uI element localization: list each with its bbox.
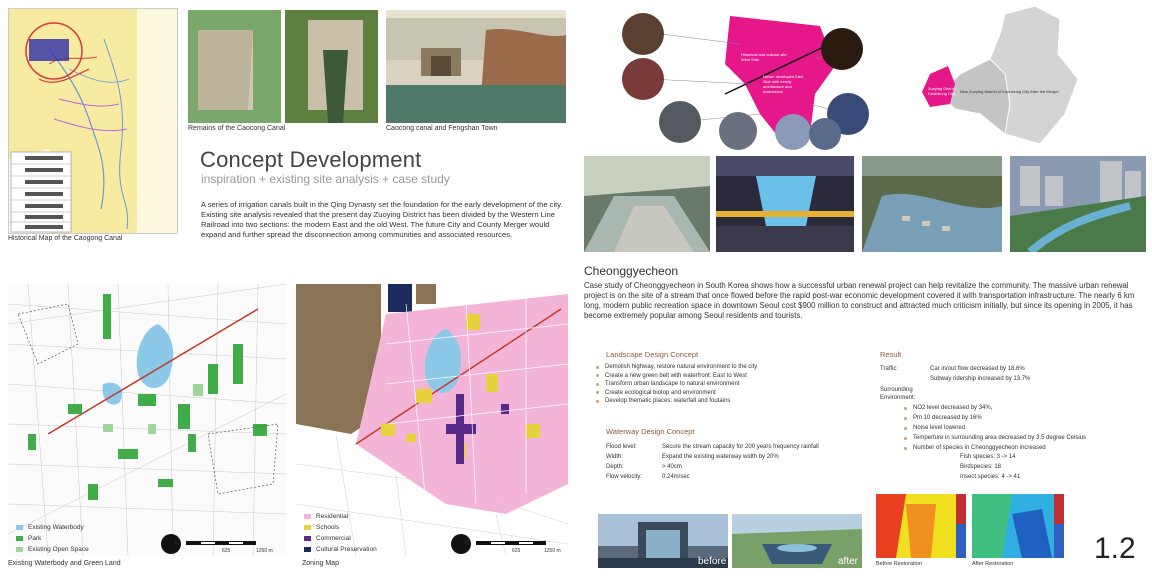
waterway-label: Width:	[606, 454, 624, 460]
legend-zoning-3: Cultural Preservation	[304, 546, 377, 553]
landscape-item: Transform urban landscape to natural environment	[596, 380, 757, 389]
result-title: Result	[880, 350, 902, 359]
env-item: Temperture in surrounding area decreased by 3.5 degree Celsius	[904, 434, 1086, 443]
traffic-value: Subway ridership increased by 13.7%	[930, 376, 1031, 382]
legend-zoning-0: Residential	[304, 513, 348, 520]
before-thermal-caption: Before Restoration	[876, 561, 922, 567]
legend-zoning-2: Commercial	[304, 535, 351, 542]
waterbody-map	[8, 284, 286, 556]
remains-photo	[188, 10, 378, 123]
species-item: Fish species: 3 -> 14	[960, 454, 1016, 460]
waterway-table	[606, 444, 876, 488]
waterway-label: Depth:	[606, 464, 624, 470]
legend-waterbody-0: Existing Waterbody	[16, 524, 84, 531]
scale-bar	[186, 541, 256, 545]
zuoying-label: Zuoying District, Kaohsiung City	[928, 86, 957, 96]
traffic-value: Car in/out flow decreased by 18.6%	[930, 366, 1025, 372]
env-item: Noise level lowered	[904, 424, 965, 433]
cheonggye-photo-3	[862, 156, 1002, 252]
cheonggye-title: Cheonggyecheon	[584, 264, 679, 278]
remains-caption: Remains of the Caocong Canal	[188, 125, 286, 132]
waterbody-caption: Existing Waterbody and Green Land	[8, 560, 121, 567]
concept-subtitle: inspiration + existing site analysis + case study	[201, 172, 450, 186]
env-item: NO2 level decreased by 34%,	[904, 404, 992, 413]
legend-waterbody-1: Park	[16, 535, 41, 542]
zoning-caption: Zoning Map	[302, 560, 339, 567]
concept-body: A series of irrigation canals built in the Qing Dynasty set the foundation for the early development of the city. Existing site analysis revealed that the present day Zuoying District has been divided by the Western Line Railroad into two sections: the modern East and the old West. The future City and County Merger would expand and further spread the disconnection among communities and associated resources.	[201, 200, 563, 239]
historical-map-caption: Historical Map of the Caogong Canal	[8, 235, 123, 242]
fengshan-photo	[386, 10, 566, 123]
north-label: N	[175, 541, 180, 547]
landscape-item: Create a new green belt with waterfront: East to West	[596, 372, 757, 381]
page-number: 1.2	[1094, 532, 1136, 565]
scale-mid-2: 625	[512, 548, 521, 554]
landscape-item: Develop thematic places: waterfall and foutains	[596, 397, 757, 406]
species-item: Insect species: 4 -> 41	[960, 474, 1021, 480]
after-thermal	[972, 494, 1064, 558]
result-table	[880, 366, 1140, 486]
merger-map	[610, 4, 1080, 150]
concept-title: Concept Development	[200, 147, 422, 172]
landscape-item: Demolish highway, restore natural environment to the city	[596, 363, 757, 372]
traffic-label: Traffic:	[880, 366, 899, 372]
waterway-value: 0.24m/sec	[662, 474, 690, 480]
landscape-title: Landscape Design Concept	[606, 350, 699, 359]
cheonggye-photo-4	[1010, 156, 1146, 252]
callout-west: Historical and cultural site West Side	[741, 52, 787, 62]
waterway-label: Flood level:	[606, 444, 637, 450]
after-label: after	[838, 556, 859, 567]
fengshan-caption: Caocong canal and Fengshan Town	[386, 125, 498, 132]
legend-waterbody-2: Existing Open Space	[16, 546, 89, 553]
cheonggye-photo-1	[584, 156, 710, 252]
scale-end: 1250 m	[256, 548, 273, 554]
after-thermal-caption: After Restoration	[972, 561, 1014, 567]
env-item: Number of species in Cheonggyecheon increased	[904, 444, 1046, 453]
waterway-label: Flow velocity:	[606, 474, 643, 480]
north-label-2: N	[465, 541, 470, 547]
species-item: Birdspecies: 18	[960, 464, 1002, 470]
legend-zoning-1: Schools	[304, 524, 339, 531]
historical-map	[8, 8, 178, 234]
waterway-value: > 40cm	[662, 464, 682, 470]
callout-east: Newer developed East Side with trendy architecture and businesses	[763, 74, 804, 94]
landscape-item: Create ecological biotop and environment	[596, 389, 757, 398]
before-thermal	[876, 494, 966, 558]
new-district-label: New Zuoying District of Kaohsiung City After the Merger	[960, 89, 1059, 94]
landscape-list	[596, 363, 757, 406]
waterway-value: Secure the stream capacity for 200 years frequency rainfall	[662, 444, 819, 450]
env-item: Pm 10 decreased by 16%	[904, 414, 982, 423]
waterway-title: Waterway Design Concept	[606, 427, 695, 436]
env-label: Surrounding Environment:	[880, 387, 916, 401]
waterway-value: Expand the existing waterway width by 20%	[662, 454, 779, 460]
cheonggye-body: Case study of Cheonggyecheon in South Korea shows how a successful urban renewal project can help revitalize the community. The massive urban renewal project is on the site of a stream that once flowed before the rapid post-war economic development covered it with transportation infrastructure. The nearly 6 km long, modern public recreation space in downtown Seoul cost $900 million to construct and attracted much criticism initially, but since its opening in 2005, it has become extremely popular among Seoul residents and tourists.	[584, 281, 1135, 320]
before-label: before	[698, 556, 727, 567]
cheonggye-photo-2	[716, 156, 854, 252]
scale-end-2: 1250 m	[544, 548, 561, 554]
scale-bar-2	[476, 541, 546, 545]
scale-mid: 625	[222, 548, 231, 554]
